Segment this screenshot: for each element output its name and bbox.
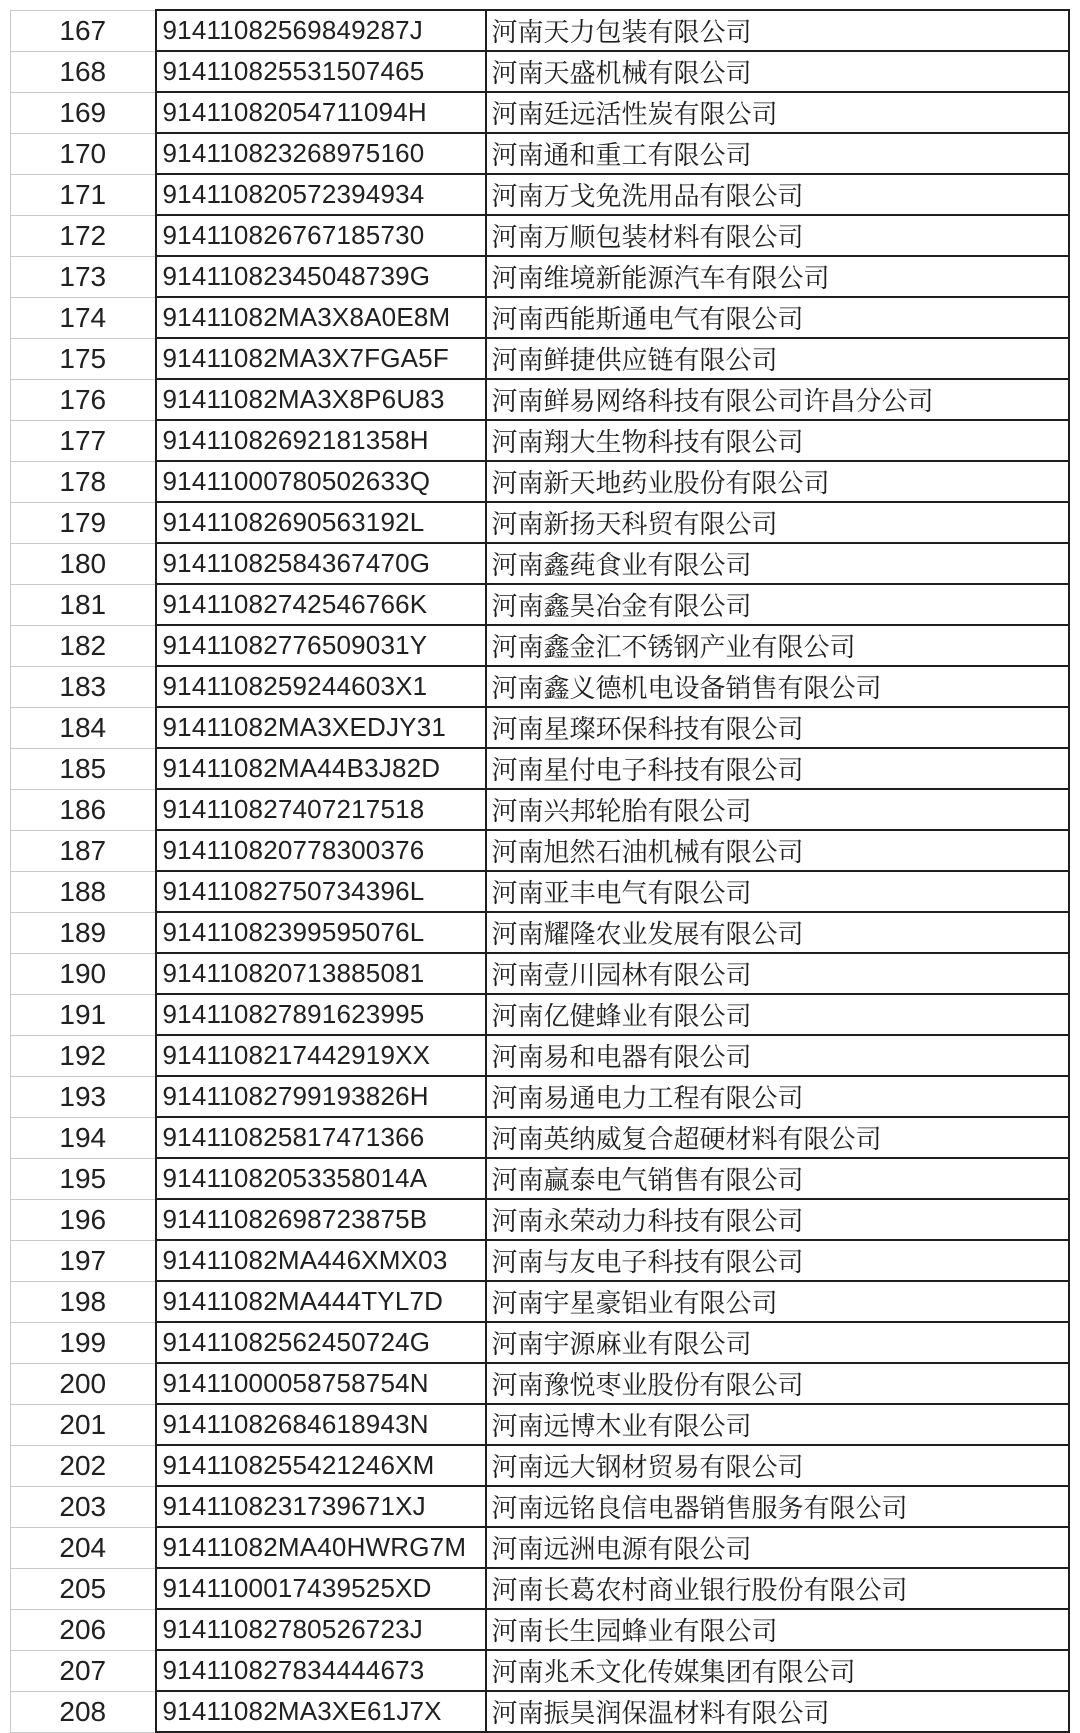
credit-code-cell: 91411082MA3X8A0E8M bbox=[156, 297, 486, 338]
company-name-cell: 河南翔大生物科技有限公司 bbox=[486, 420, 1069, 461]
company-name-cell: 河南振昊润保温材料有限公司 bbox=[486, 1691, 1069, 1732]
row-number-cell: 194 bbox=[11, 1117, 156, 1158]
credit-code-cell: 914110827834444673 bbox=[156, 1650, 486, 1691]
row-number-cell: 176 bbox=[11, 379, 156, 420]
credit-code-cell: 9141108217442919XX bbox=[156, 1035, 486, 1076]
credit-code-cell: 914110827891623995 bbox=[156, 994, 486, 1035]
company-name-cell: 河南赢泰电气销售有限公司 bbox=[486, 1158, 1069, 1199]
company-name-cell: 河南远博木业有限公司 bbox=[486, 1404, 1069, 1445]
table-row bbox=[11, 502, 1069, 543]
table-row bbox=[11, 1609, 1069, 1650]
row-number-cell: 200 bbox=[11, 1363, 156, 1404]
table-row bbox=[11, 584, 1069, 625]
table-row bbox=[11, 1199, 1069, 1240]
credit-code-cell: 91411082698723875B bbox=[156, 1199, 486, 1240]
credit-code-cell: 914110827407217518 bbox=[156, 789, 486, 830]
company-name-cell: 河南星璨环保科技有限公司 bbox=[486, 707, 1069, 748]
table-row bbox=[11, 666, 1069, 707]
row-number-cell: 172 bbox=[11, 215, 156, 256]
credit-code-cell: 914110820778300376 bbox=[156, 830, 486, 871]
credit-code-cell: 91411082MA3X8P6U83 bbox=[156, 379, 486, 420]
company-name-cell: 河南亚丰电气有限公司 bbox=[486, 871, 1069, 912]
row-number-cell: 206 bbox=[11, 1609, 156, 1650]
table-row bbox=[11, 1691, 1069, 1732]
table-row bbox=[11, 1527, 1069, 1568]
company-name-cell: 河南鑫昊冶金有限公司 bbox=[486, 584, 1069, 625]
table-row bbox=[11, 625, 1069, 666]
credit-code-cell: 914110823268975160 bbox=[156, 133, 486, 174]
table-row bbox=[11, 1076, 1069, 1117]
row-number-cell: 175 bbox=[11, 338, 156, 379]
table-row bbox=[11, 1568, 1069, 1609]
table-row bbox=[11, 1322, 1069, 1363]
row-number-cell: 193 bbox=[11, 1076, 156, 1117]
table-row bbox=[11, 1445, 1069, 1486]
credit-code-cell: 91411082054711094H bbox=[156, 92, 486, 133]
company-name-cell: 河南宇星豪铝业有限公司 bbox=[486, 1281, 1069, 1322]
company-name-cell: 河南长生园蜂业有限公司 bbox=[486, 1609, 1069, 1650]
credit-code-cell: 91411082MA44B3J82D bbox=[156, 748, 486, 789]
credit-code-cell: 91411082799193826H bbox=[156, 1076, 486, 1117]
row-number-cell: 195 bbox=[11, 1158, 156, 1199]
company-name-cell: 河南豫悦枣业股份有限公司 bbox=[486, 1363, 1069, 1404]
table-row bbox=[11, 133, 1069, 174]
company-name-cell: 河南耀隆农业发展有限公司 bbox=[486, 912, 1069, 953]
table-row bbox=[11, 789, 1069, 830]
row-number-cell: 202 bbox=[11, 1445, 156, 1486]
table-row bbox=[11, 1158, 1069, 1199]
credit-code-cell: 91411082MA3X7FGA5F bbox=[156, 338, 486, 379]
credit-code-cell: 91411082780526723J bbox=[156, 1609, 486, 1650]
company-name-cell: 河南维境新能源汽车有限公司 bbox=[486, 256, 1069, 297]
credit-code-cell: 91411000780502633Q bbox=[156, 461, 486, 502]
table-row bbox=[11, 1363, 1069, 1404]
table-row bbox=[11, 994, 1069, 1035]
row-number-cell: 196 bbox=[11, 1199, 156, 1240]
company-name-cell: 河南鑫义德机电设备销售有限公司 bbox=[486, 666, 1069, 707]
row-number-cell: 178 bbox=[11, 461, 156, 502]
credit-code-cell: 914110820713885081 bbox=[156, 953, 486, 994]
company-name-cell: 河南天力包装有限公司 bbox=[486, 10, 1069, 51]
row-number-cell: 181 bbox=[11, 584, 156, 625]
table-row bbox=[11, 543, 1069, 584]
table-row bbox=[11, 748, 1069, 789]
credit-code-cell: 9141108231739671XJ bbox=[156, 1486, 486, 1527]
row-number-cell: 190 bbox=[11, 953, 156, 994]
company-name-cell: 河南万戈免洗用品有限公司 bbox=[486, 174, 1069, 215]
row-number-cell: 179 bbox=[11, 502, 156, 543]
table-row bbox=[11, 707, 1069, 748]
table-row bbox=[11, 256, 1069, 297]
company-name-cell: 河南宇源麻业有限公司 bbox=[486, 1322, 1069, 1363]
credit-code-cell: 9141108255421246XM bbox=[156, 1445, 486, 1486]
table-row bbox=[11, 10, 1069, 51]
row-number-cell: 198 bbox=[11, 1281, 156, 1322]
company-name-cell: 河南鲜捷供应链有限公司 bbox=[486, 338, 1069, 379]
credit-code-cell: 91411082345048739G bbox=[156, 256, 486, 297]
row-number-cell: 188 bbox=[11, 871, 156, 912]
row-number-cell: 191 bbox=[11, 994, 156, 1035]
table-row bbox=[11, 379, 1069, 420]
row-number-cell: 207 bbox=[11, 1650, 156, 1691]
company-name-cell: 河南兆禾文化传媒集团有限公司 bbox=[486, 1650, 1069, 1691]
company-name-cell: 河南永荣动力科技有限公司 bbox=[486, 1199, 1069, 1240]
company-name-cell: 河南远铭良信电器销售服务有限公司 bbox=[486, 1486, 1069, 1527]
credit-code-cell: 914110826767185730 bbox=[156, 215, 486, 256]
row-number-cell: 173 bbox=[11, 256, 156, 297]
table-row bbox=[11, 461, 1069, 502]
table-row bbox=[11, 912, 1069, 953]
company-name-cell: 河南新天地药业股份有限公司 bbox=[486, 461, 1069, 502]
credit-code-cell: 914110825817471366 bbox=[156, 1117, 486, 1158]
credit-code-cell: 91411082MA3XEDJY31 bbox=[156, 707, 486, 748]
row-number-cell: 205 bbox=[11, 1568, 156, 1609]
table-row bbox=[11, 92, 1069, 133]
company-name-cell: 河南壹川园林有限公司 bbox=[486, 953, 1069, 994]
company-name-cell: 河南天盛机械有限公司 bbox=[486, 51, 1069, 92]
table-row bbox=[11, 215, 1069, 256]
row-number-cell: 170 bbox=[11, 133, 156, 174]
credit-code-cell: 91411082742546766K bbox=[156, 584, 486, 625]
table-row bbox=[11, 1404, 1069, 1445]
company-name-cell: 河南万顺包装材料有限公司 bbox=[486, 215, 1069, 256]
credit-code-cell: 91411082399595076L bbox=[156, 912, 486, 953]
company-name-cell: 河南亿健蜂业有限公司 bbox=[486, 994, 1069, 1035]
credit-code-cell: 91411082MA444TYL7D bbox=[156, 1281, 486, 1322]
row-number-cell: 192 bbox=[11, 1035, 156, 1076]
company-name-cell: 河南星付电子科技有限公司 bbox=[486, 748, 1069, 789]
row-number-cell: 189 bbox=[11, 912, 156, 953]
row-number-cell: 174 bbox=[11, 297, 156, 338]
row-number-cell: 187 bbox=[11, 830, 156, 871]
credit-code-cell: 91411082750734396L bbox=[156, 871, 486, 912]
company-name-cell: 河南与友电子科技有限公司 bbox=[486, 1240, 1069, 1281]
table-row bbox=[11, 297, 1069, 338]
credit-code-cell: 91411082MA3XE61J7X bbox=[156, 1691, 486, 1732]
row-number-cell: 203 bbox=[11, 1486, 156, 1527]
company-table bbox=[10, 9, 1070, 1733]
row-number-cell: 199 bbox=[11, 1322, 156, 1363]
table-row bbox=[11, 871, 1069, 912]
table-row bbox=[11, 953, 1069, 994]
credit-code-cell: 91411082MA446XMX03 bbox=[156, 1240, 486, 1281]
row-number-cell: 183 bbox=[11, 666, 156, 707]
company-name-cell: 河南廷远活性炭有限公司 bbox=[486, 92, 1069, 133]
row-number-cell: 169 bbox=[11, 92, 156, 133]
company-name-cell: 河南英纳威复合超硬材料有限公司 bbox=[486, 1117, 1069, 1158]
table-row bbox=[11, 1281, 1069, 1322]
company-name-cell: 河南西能斯通电气有限公司 bbox=[486, 297, 1069, 338]
company-table-body bbox=[11, 10, 1069, 1732]
row-number-cell: 184 bbox=[11, 707, 156, 748]
credit-code-cell: 91411000058758754N bbox=[156, 1363, 486, 1404]
credit-code-cell: 91411082053358014A bbox=[156, 1158, 486, 1199]
company-name-cell: 河南鲜易网络科技有限公司许昌分公司 bbox=[486, 379, 1069, 420]
credit-code-cell: 91411082692181358H bbox=[156, 420, 486, 461]
company-name-cell: 河南远洲电源有限公司 bbox=[486, 1527, 1069, 1568]
row-number-cell: 204 bbox=[11, 1527, 156, 1568]
row-number-cell: 167 bbox=[11, 10, 156, 51]
table-row bbox=[11, 338, 1069, 379]
table-row bbox=[11, 174, 1069, 215]
company-name-cell: 河南通和重工有限公司 bbox=[486, 133, 1069, 174]
table-row bbox=[11, 51, 1069, 92]
credit-code-cell: 914110820572394934 bbox=[156, 174, 486, 215]
company-name-cell: 河南远大钢材贸易有限公司 bbox=[486, 1445, 1069, 1486]
credit-code-cell: 91411082684618943N bbox=[156, 1404, 486, 1445]
table-row bbox=[11, 1035, 1069, 1076]
credit-code-cell: 9141108259244603X1 bbox=[156, 666, 486, 707]
credit-code-cell: 9141100017439525XD bbox=[156, 1568, 486, 1609]
row-number-cell: 197 bbox=[11, 1240, 156, 1281]
row-number-cell: 208 bbox=[11, 1691, 156, 1732]
row-number-cell: 168 bbox=[11, 51, 156, 92]
table-row bbox=[11, 1650, 1069, 1691]
row-number-cell: 201 bbox=[11, 1404, 156, 1445]
row-number-cell: 171 bbox=[11, 174, 156, 215]
credit-code-cell: 91411082584367470G bbox=[156, 543, 486, 584]
company-list bbox=[10, 9, 1068, 1733]
company-name-cell: 河南易通电力工程有限公司 bbox=[486, 1076, 1069, 1117]
table-row bbox=[11, 1240, 1069, 1281]
table-row bbox=[11, 1117, 1069, 1158]
credit-code-cell: 91411082MA40HWRG7M bbox=[156, 1527, 486, 1568]
table-row bbox=[11, 830, 1069, 871]
company-name-cell: 河南兴邦轮胎有限公司 bbox=[486, 789, 1069, 830]
row-number-cell: 177 bbox=[11, 420, 156, 461]
company-name-cell: 河南鑫莼食业有限公司 bbox=[486, 543, 1069, 584]
credit-code-cell: 91411082690563192L bbox=[156, 502, 486, 543]
company-name-cell: 河南长葛农村商业银行股份有限公司 bbox=[486, 1568, 1069, 1609]
company-name-cell: 河南旭然石油机械有限公司 bbox=[486, 830, 1069, 871]
table-row bbox=[11, 1486, 1069, 1527]
table-row bbox=[11, 420, 1069, 461]
company-name-cell: 河南鑫金汇不锈钢产业有限公司 bbox=[486, 625, 1069, 666]
company-name-cell: 河南易和电器有限公司 bbox=[486, 1035, 1069, 1076]
row-number-cell: 185 bbox=[11, 748, 156, 789]
row-number-cell: 186 bbox=[11, 789, 156, 830]
credit-code-cell: 91411082562450724G bbox=[156, 1322, 486, 1363]
row-number-cell: 182 bbox=[11, 625, 156, 666]
credit-code-cell: 91411082776509031Y bbox=[156, 625, 486, 666]
company-name-cell: 河南新扬天科贸有限公司 bbox=[486, 502, 1069, 543]
row-number-cell: 180 bbox=[11, 543, 156, 584]
credit-code-cell: 91411082569849287J bbox=[156, 10, 486, 51]
credit-code-cell: 914110825531507465 bbox=[156, 51, 486, 92]
